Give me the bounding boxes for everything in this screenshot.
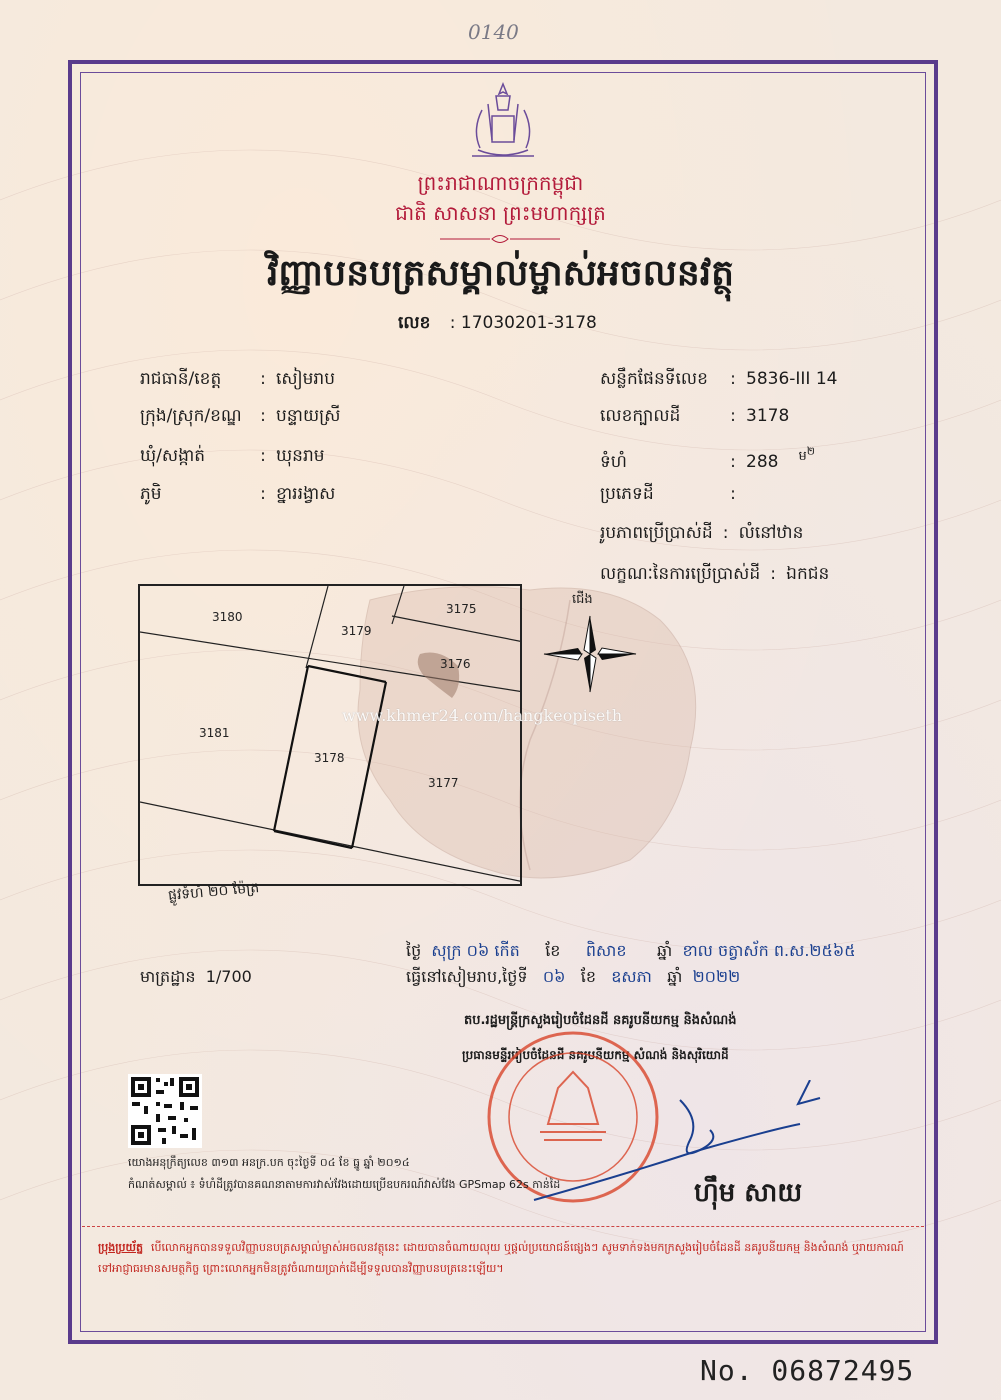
parcel-number-field: លេខក្បាលដី : 3178 <box>600 406 790 426</box>
legal-reference: យោងអនុក្រឹត្យលេខ ៣១៣ អនក្រ.បក ចុះថ្ងៃទី ០៤ ខែ ធ្នូ ឆ្នាំ ២០១៤ <box>128 1156 410 1169</box>
watermark-text: www.khmer24.com/hangkeopiseth <box>342 706 623 725</box>
handwritten-number: 0140 <box>468 20 519 44</box>
district-field: ក្រុង/ស្រុក/ខណ្ឌ : បន្ទាយស្រី <box>140 406 341 426</box>
certificate-number-value: : 17030201-3178 <box>449 313 597 333</box>
land-use-type-field: លក្ខណៈនៃការប្រើប្រាស់ដី : ឯកជន <box>600 564 830 584</box>
serial-number: No. 06872495 <box>700 1354 915 1387</box>
map-scale: មាត្រដ្ឋាន 1/700 <box>140 967 252 986</box>
area-unit: ម២ <box>798 445 815 465</box>
commune-field: ឃុំ/សង្កាត់ : ឃុនរាម <box>140 446 325 466</box>
road-label: ផ្លូវទំហំ ២០ ម៉ែត្រ <box>167 880 260 904</box>
province-field: រាជធានី/ខេត្ត : សៀមរាប <box>140 369 336 389</box>
kingdom-header: ព្រះរាជាណាចក្រកម្ពុជា <box>417 171 584 195</box>
royal-emblem-icon <box>458 80 548 160</box>
measurement-note: កំណត់សម្គាល់ ៖ ទំហំដីត្រូវបានគណនាតាមការវាស់វែងដោយប្រើឧបករណ៍វាស់វែង GPSmap 62s កាន់ដៃ <box>128 1178 561 1191</box>
parcel-map <box>138 584 522 886</box>
lunar-date-line: ថ្ងៃ សុក្រ ០៦ កើត ខែ ពិសាខ ឆ្នាំ ខាល ចត្វាស័ក ព.ស.២៥៦៥ <box>406 941 856 960</box>
plot-label-3177: 3177 <box>428 776 459 790</box>
map-sheet-field: សន្លឹកផែនទីលេខ : 5836-III 14 <box>600 369 838 389</box>
plot-label-3176: 3176 <box>440 657 471 671</box>
issue-date-line: ធ្វើនៅសៀមរាប,ថ្ងៃទី ០៦ ខែ ឧសភា ឆ្នាំ ២០២២ <box>406 967 741 986</box>
land-type-field: ប្រភេទដី : <box>600 484 736 504</box>
qr-code-icon <box>128 1074 202 1148</box>
certificate-number-label: លេខ <box>398 313 431 333</box>
minister-title: តប.រដ្ឋមន្ត្រីក្រសួងរៀបចំដែនដី នគរូបនីយកម្ម និងសំណង់ <box>464 1013 737 1028</box>
plot-label-3179: 3179 <box>341 624 372 638</box>
warning-label: ប្រុងប្រយ័ត្ន <box>98 1241 143 1254</box>
certificate-title: វិញ្ញាបនបត្រសម្គាល់ម្ចាស់អចលនវត្ថុ <box>266 253 735 294</box>
warning-text: បើលោកអ្នកបានទទួលវិញ្ញាបនបត្រសម្គាល់ម្ចាស់អចលនវត្ថុនេះ ដោយបានចំណាយលុយ ឬផ្ដល់ប្រយោជន៍ផ្សេងៗ សូមទាក់ទងមកក្រសួងរៀបចំដែនដី នគរូបនីយកម្ម និងសំណង់ ឬរាយការណ៍ទៅអាជ្ញាធរមានសមត្ថកិច្ច ព្រោះលោកអ្នកមិនត្រូវចំណាយប្រាក់ដើម្បីទទួលបានវិញ្ញាបនបត្រនេះឡើយ។ <box>98 1241 904 1275</box>
compass-rose-icon <box>540 612 640 696</box>
plot-label-3175: 3175 <box>446 602 477 616</box>
motto-header: ជាតិ សាសនា ព្រះមហាក្សត្រ <box>395 201 606 225</box>
north-label: ជើង <box>572 592 593 607</box>
plot-label-3181: 3181 <box>199 726 230 740</box>
warning-notice <box>82 1226 924 1318</box>
land-use-field: រូបភាពប្រើប្រាស់ដី : លំនៅឋាន <box>600 523 804 543</box>
signatory-name: ហ៊ឹម សាយ <box>694 1178 803 1208</box>
plot-label-3178: 3178 <box>314 751 345 765</box>
plot-label-3180: 3180 <box>212 610 243 624</box>
department-head-title: ប្រធានមន្ទីររៀបចំដែនដី នគរូបនីយកម្ម សំណង់ និងសុរិយោដី <box>462 1048 729 1062</box>
village-field: ភូមិ : ខ្នាររង្វាស <box>140 484 336 504</box>
certificate-number <box>398 312 597 337</box>
area-field: ទំហំ : 288 $^{ម^២}$ <box>600 445 815 472</box>
ornament-divider-icon <box>440 232 560 246</box>
